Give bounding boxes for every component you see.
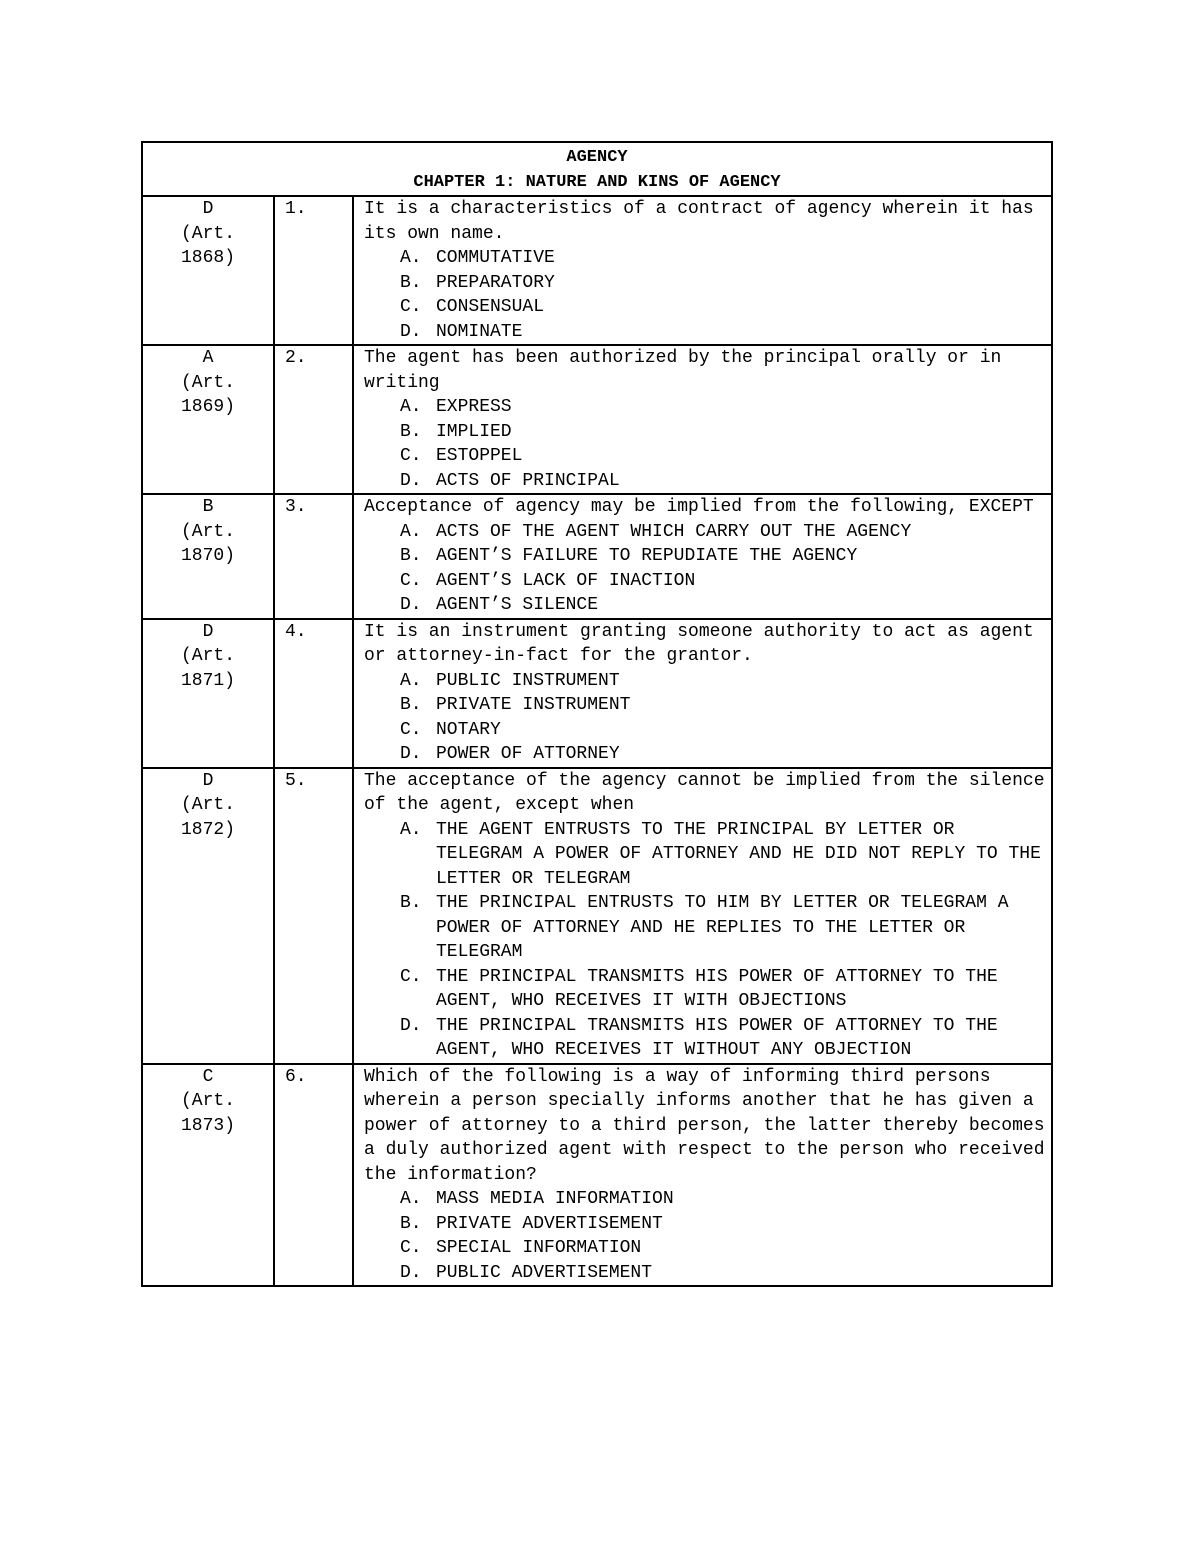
choice-label: A. [400,397,422,417]
choice-list [364,1187,1047,1285]
choice-label: A. [400,1189,422,1209]
question-text: The acceptance of the agency cannot be implied from the silence of the agent, except when [364,770,1045,815]
answer-letter: C [202,1066,214,1087]
article-ref-open: (Art. [180,372,235,393]
choice-text: EXPRESS [436,397,512,417]
article-ref-open: (Art. [180,1091,235,1111]
question-number-cell [274,494,353,619]
choice-label: B. [400,421,422,442]
choice-item [400,420,1047,445]
choice-text: POWER OF ATTORNEY [436,744,620,764]
choice-item [400,520,1047,545]
choice-text: PRIVATE INSTRUMENT [436,695,631,715]
answer-cell [142,619,274,768]
question-text: Acceptance of agency may be implied from the following, EXCEPT [364,497,1034,517]
choice-list [364,246,1047,344]
choice-item [400,1212,1047,1237]
choice-item [400,246,1047,271]
question-row [142,768,1052,1064]
choice-text: COMMUTATIVE [436,248,555,268]
choice-label: A. [400,521,422,542]
choice-label: D. [400,1015,422,1036]
choice-label: A. [400,670,422,691]
question-number-cell [274,768,353,1064]
choice-text: AGENT’S LACK OF INACTION [436,570,696,591]
choice-text: PUBLIC ADVERTISEMENT [436,1262,653,1283]
choice-item [400,818,1047,892]
choice-text: PRIVATE ADVERTISEMENT [436,1213,663,1234]
choice-text: ACTS OF THE AGENT WHICH CARRY OUT THE AGENCY [436,521,912,542]
choice-label: D. [400,744,422,764]
choice-item [400,444,1047,469]
answer-cell [142,1064,274,1287]
choice-item [400,395,1047,420]
article-ref-number: 1871) [180,670,235,691]
question-number: 1. [285,199,307,219]
choice-item [400,742,1047,767]
choice-list [364,669,1047,767]
choice-label: B. [400,1213,422,1234]
article-ref-open: (Art. [180,646,235,666]
choice-label: B. [400,695,422,715]
choice-item [400,1014,1047,1063]
question-row [142,619,1052,768]
question-cell [353,768,1052,1064]
choice-item [400,891,1047,965]
choice-text: SPECIAL INFORMATION [436,1238,642,1258]
choice-item [400,718,1047,743]
choice-label: B. [400,893,422,913]
question-cell [353,494,1052,619]
answer-letter: D [202,770,214,791]
choice-label: C. [400,719,422,740]
choice-text: NOTARY [436,719,501,740]
choice-item [400,295,1047,320]
article-ref-number: 1868) [180,248,235,268]
question-number-cell [274,196,353,345]
answer-letter: A [202,348,214,368]
choice-text: MASS MEDIA INFORMATION [436,1189,674,1209]
choice-label: D. [400,1262,422,1283]
choice-label: A. [400,248,422,268]
article-ref-number: 1869) [180,397,235,417]
answer-letter: D [202,621,214,642]
question-number: 4. [285,621,307,642]
choice-label: D. [400,595,422,615]
answer-cell [142,494,274,619]
question-number: 2. [285,348,307,368]
choice-label: D. [400,321,422,342]
question-cell [353,345,1052,494]
question-number-cell [274,1064,353,1287]
choice-list [364,818,1047,1063]
question-text: Which of the following is a way of informing third persons wherein a person specially informs another that he has given a power of attorney to a third person, the latter thereby becomes a duly authorized agent with respect to the person who received the information? [364,1066,1045,1185]
document-title: AGENCY [566,148,628,167]
article-ref-open: (Art. [180,795,235,815]
choice-text: ESTOPPEL [436,446,523,466]
choice-item [400,593,1047,618]
choice-text: CONSENSUAL [436,297,545,317]
question-text: It is an instrument granting someone authority to act as agent or attorney-in-fact for the grantor. [364,621,1034,666]
choice-label: A. [400,819,422,840]
choice-item [400,965,1047,1014]
question-cell [353,1064,1052,1287]
choice-text: NOMINATE [436,321,523,342]
choice-item [400,469,1047,494]
question-row [142,345,1052,494]
choice-item [400,669,1047,694]
question-number: 5. [285,770,307,791]
question-text: It is a characteristics of a contract of agency wherein it has its own name. [364,199,1034,244]
answer-cell [142,345,274,494]
article-ref-open: (Art. [180,223,235,244]
answer-letter: D [202,199,214,219]
choice-text: PUBLIC INSTRUMENT [436,670,620,691]
choice-text: AGENT’S FAILURE TO REPUDIATE THE AGENCY [436,546,858,566]
choice-text: ACTS OF PRINCIPAL [436,470,620,491]
choice-list [364,395,1047,493]
answer-cell [142,196,274,345]
choice-label: D. [400,470,422,491]
choice-label: B. [400,272,422,293]
choice-item [400,1236,1047,1261]
choice-list [364,520,1047,618]
choice-item [400,569,1047,594]
table-header-row [142,142,1052,196]
question-row [142,1064,1052,1287]
question-number-cell [274,619,353,768]
question-row [142,494,1052,619]
question-number-cell [274,345,353,494]
choice-label: C. [400,1238,422,1258]
choice-text: THE AGENT ENTRUSTS TO THE PRINCIPAL BY LETTER OR TELEGRAM A POWER OF ATTORNEY AND HE DID NOT REPLY TO THE LETTER OR TELEGRAM [436,819,1041,889]
choice-label: C. [400,446,422,466]
question-row [142,196,1052,345]
choice-text: AGENT’S SILENCE [436,595,599,615]
choice-item [400,271,1047,296]
choice-label: C. [400,570,422,591]
article-ref-number: 1872) [180,819,235,840]
choice-item [400,320,1047,345]
question-cell [353,619,1052,768]
choice-text: THE PRINCIPAL TRANSMITS HIS POWER OF ATTORNEY TO THE AGENT, WHO RECEIVES IT WITHOUT ANY OBJECTION [436,1015,998,1060]
choice-item [400,1187,1047,1212]
chapter-title: CHAPTER 1: NATURE AND KINS OF AGENCY [413,173,781,192]
article-ref-number: 1870) [180,546,235,566]
article-ref-number: 1873) [180,1115,235,1136]
choice-text: THE PRINCIPAL TRANSMITS HIS POWER OF ATTORNEY TO THE AGENT, WHO RECEIVES IT WITH OBJECTIONS [436,966,998,1011]
choice-label: C. [400,297,422,317]
answer-cell [142,768,274,1064]
choice-item [400,693,1047,718]
question-cell [353,196,1052,345]
question-number: 6. [285,1066,307,1087]
question-number: 3. [285,497,307,517]
choice-label: C. [400,966,422,987]
article-ref-open: (Art. [180,521,235,542]
answer-letter: B [202,497,214,517]
choice-text: IMPLIED [436,421,512,442]
choice-item [400,544,1047,569]
question-text: The agent has been authorized by the principal orally or in writing [364,348,1002,393]
choice-text: PREPARATORY [436,272,555,293]
table-header-cell [142,142,1052,196]
choice-item [400,1261,1047,1286]
agency-quiz-table [141,141,1053,1287]
choice-text: THE PRINCIPAL ENTRUSTS TO HIM BY LETTER OR TELEGRAM A POWER OF ATTORNEY AND HE REPLIES TO THE LETTER OR TELEGRAM [436,893,1009,962]
choice-label: B. [400,546,422,566]
